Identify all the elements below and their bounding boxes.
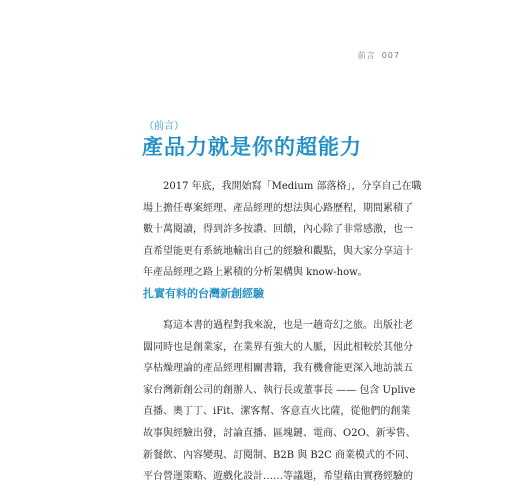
- section-subheading: 扎實有料的台灣新創經驗: [143, 287, 264, 300]
- paragraph-line: 2017 年底，我開始寫「Medium 部落格」，分享自己在職: [143, 181, 422, 192]
- running-head-section: 前言: [357, 51, 376, 60]
- intro-paragraph: [143, 176, 422, 284]
- paragraph-line: 享枯燥理論的產品經理相關書籍，我有機會能更深入地訪談五: [143, 363, 413, 375]
- section-tag: （前言）: [144, 121, 184, 132]
- page-number: 007: [381, 51, 400, 60]
- running-head: [358, 50, 400, 61]
- chapter-title: 產品力就是你的超能力: [142, 135, 362, 159]
- paragraph-line: 闆同時也是創業家，在業界有強大的人脈，因此相較於其他分: [143, 341, 413, 353]
- paragraph-line: 場上擔任專案經理、產品經理的想法與心路歷程，期間累積了: [143, 202, 413, 214]
- paragraph-line: 直播、奧丁丁、iFit、潔客幫、客意直火比薩，從他們的創業: [143, 406, 411, 418]
- paragraph-line: 新餐飲、內容變現、訂閱制、B2B 與 B2C 商業模式的不同、: [143, 449, 415, 461]
- paragraph-line: 寫這本書的過程對我來說，也是一趟奇幻之旅。出版社老: [143, 320, 413, 331]
- paragraph-line: 平台營運策略、遊戲化設計……等議題，希望藉由實務經驗的: [143, 471, 413, 483]
- paragraph-line: 家台灣新創公司的創辦人、執行長或董事長 —— 包含 Uplive: [143, 384, 416, 396]
- paragraph-line: 數十萬閱讀，得到許多按讚、回饋，內心除了非常感激，也一: [143, 224, 413, 236]
- paragraph-line: 年產品經理之路上累積的分析架構與 know-how。: [143, 267, 368, 279]
- paragraph-line: 直希望能更有系統地輸出自己的經驗和觀點，與大家分享這十: [143, 245, 413, 257]
- paragraph-line: 故事與經驗出發，討論直播、區塊鏈、電商、O2O、新零售、: [143, 427, 416, 439]
- body-paragraph: [143, 315, 416, 488]
